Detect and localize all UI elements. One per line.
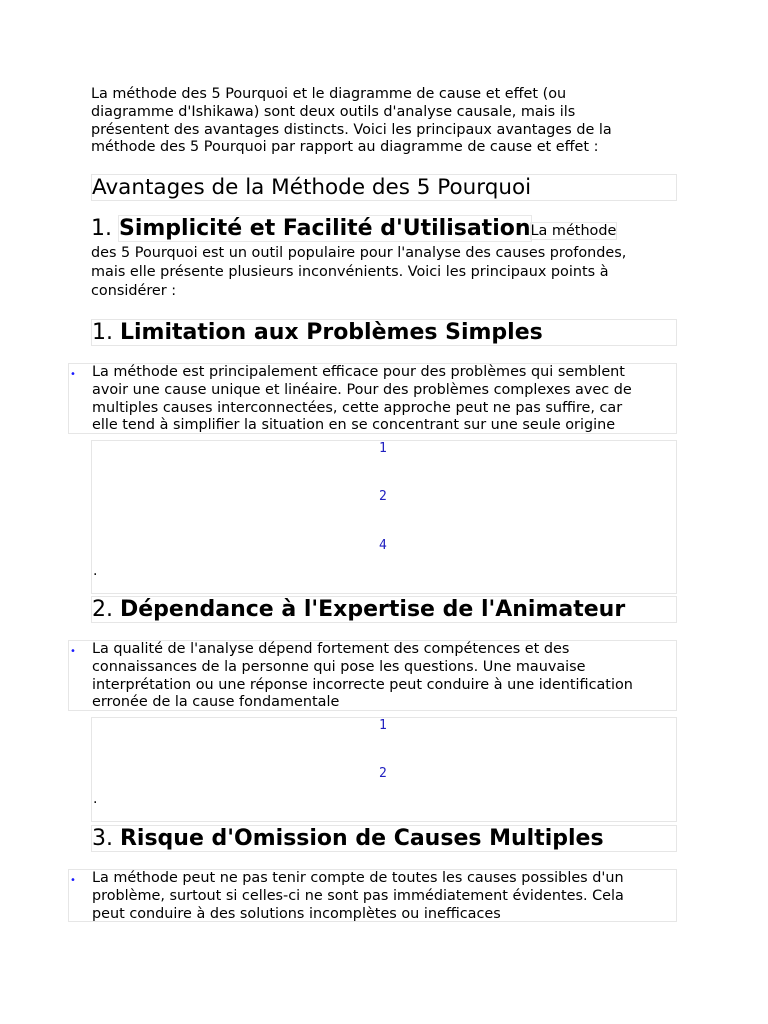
item-number: 2. [92,597,120,622]
section-inline-text: La méthode [530,223,617,239]
end-period: . [93,563,98,579]
bullet-icon: • [70,369,76,380]
section-line: des 5 Pourquoi est un outil populaire pour l'analyse des causes profondes, [91,245,627,261]
bullet-icon: • [70,646,76,657]
intro-line: diagramme d'Ishikawa) sont deux outils d'analyse causale, mais ils [91,103,576,120]
reference-link[interactable]: 1 [379,718,387,733]
page-heading: Avantages de la Méthode des 5 Pourquoi [91,174,677,201]
item-heading-dependance [91,596,677,623]
list-line: interprétation ou une réponse incorrecte peut conduire à une identification [92,676,633,693]
bullet-icon: • [70,875,76,886]
list-line: multiples causes interconnectées, cette approche peut ne pas suffire, car [92,399,623,416]
section-title: Simplicité et Facilité d'Utilisation [118,216,531,241]
reference-link[interactable]: 2 [379,489,387,504]
list-item-omission [68,869,677,922]
item-number: 1. [92,320,120,345]
end-period: . [93,791,98,807]
section-body [91,244,677,301]
reference-link[interactable]: 4 [379,538,387,553]
list-line: problème, surtout si celles-ci ne sont pas immédiatement évidentes. Cela [92,887,624,904]
section-line: mais elle présente plusieurs inconvénients. Voici les principaux points à [91,264,609,280]
list-item-limitation [68,363,677,434]
list-line: La méthode peut ne pas tenir compte de toutes les causes possibles d'un [92,870,624,886]
section-heading [91,216,677,244]
intro-line: méthode des 5 Pourquoi par rapport au diagramme de cause et effet : [91,139,599,156]
reference-list [91,440,677,594]
item-title: Dépendance à l'Expertise de l'Animateur [119,597,626,622]
list-line: erronée de la cause fondamentale [92,694,340,711]
list-item-dependance [68,640,677,711]
item-heading-limitation [91,319,677,346]
reference-link[interactable]: 2 [379,766,387,781]
intro-line: présentent des avantages distincts. Voici les principaux avantages de la [91,121,612,138]
item-title: Limitation aux Problèmes Simples [119,320,543,345]
section-line: considérer : [91,283,177,299]
item-title: Risque d'Omission de Causes Multiples [119,826,604,851]
section-simplicite [91,216,677,301]
item-heading-omission [91,825,677,852]
list-line: peut conduire à des solutions incomplètes ou inefficaces [92,905,501,922]
reference-list [91,717,677,822]
item-number: 3. [92,826,120,851]
list-line: La méthode est principalement efficace pour des problèmes qui semblent [92,364,625,380]
reference-link[interactable]: 1 [379,441,387,456]
list-line: elle tend à simplifier la situation en se concentrant sur une seule origine [92,417,616,434]
list-line: connaissances de la personne qui pose les questions. Une mauvaise [92,658,586,675]
list-line: La qualité de l'analyse dépend fortement des compétences et des [92,641,570,657]
intro-paragraph [91,86,676,157]
section-number: 1. [91,216,119,241]
list-line: avoir une cause unique et linéaire. Pour des problèmes complexes avec de [92,381,632,398]
intro-line: La méthode des 5 Pourquoi et le diagramme de cause et effet (ou [91,86,567,102]
